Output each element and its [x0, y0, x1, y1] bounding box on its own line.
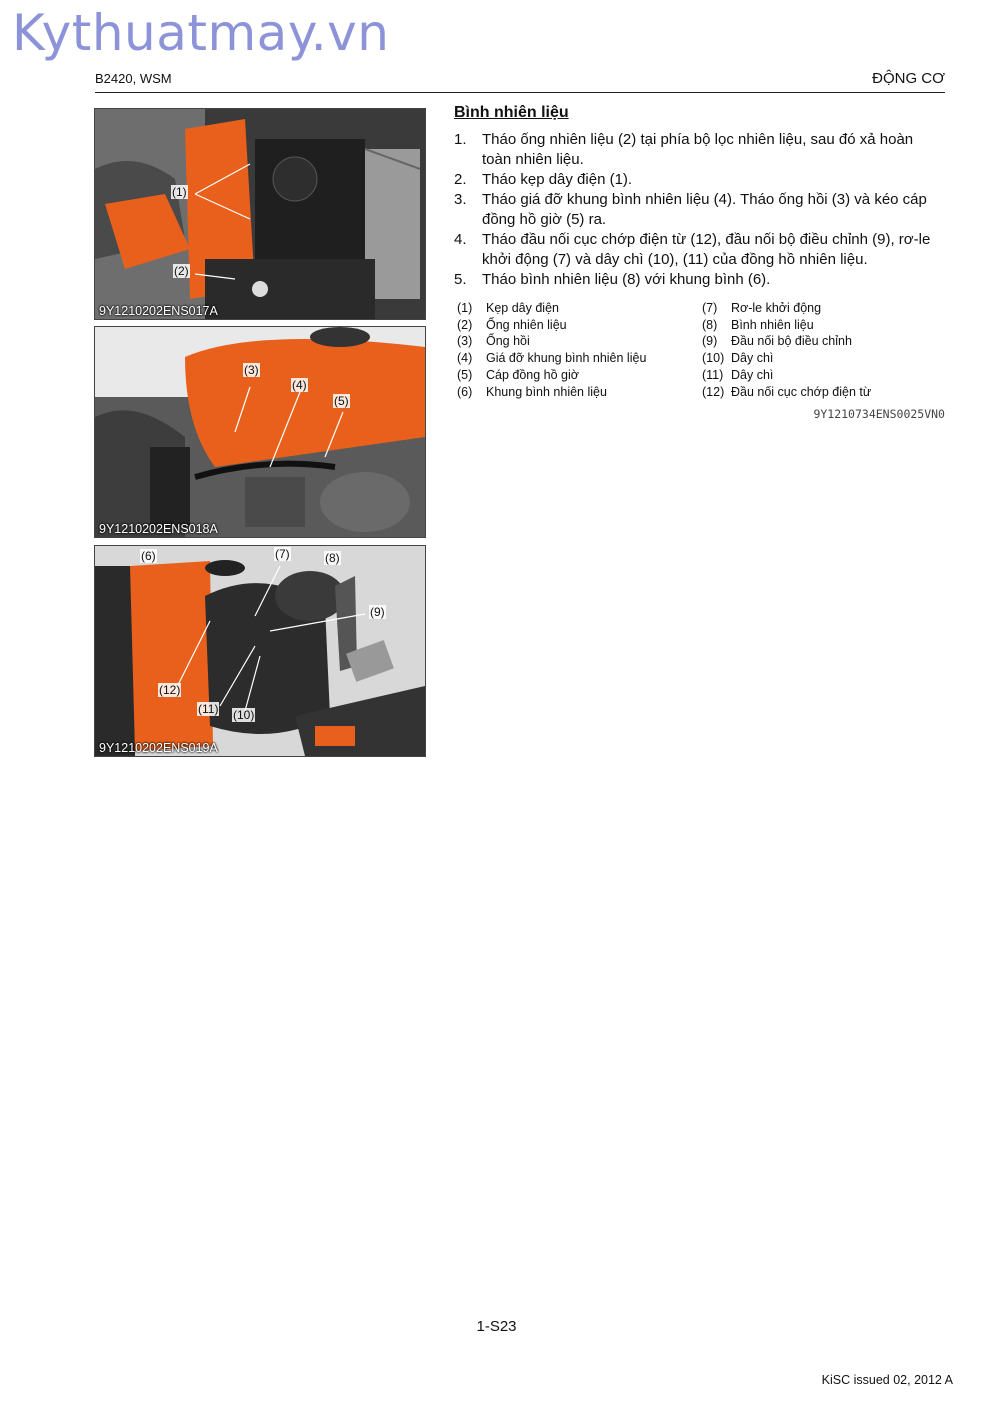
- step-item: [454, 170, 946, 190]
- legend-item: [457, 367, 646, 384]
- header-divider: [95, 92, 945, 93]
- legend-label: Dây chì: [731, 367, 774, 382]
- legend-item: [457, 317, 646, 334]
- watermark-logo: Kythuatmay.vn: [12, 4, 390, 62]
- legend-number: (1): [457, 301, 473, 315]
- callout-8: (8): [325, 551, 340, 565]
- callout-5: (5): [334, 394, 349, 408]
- legend-item: [457, 350, 646, 367]
- procedure-steps: [454, 130, 946, 290]
- callout-6: (6): [141, 549, 156, 563]
- step-text: Tháo đầu nối cục chớp điện từ (12), đầu nối bộ điều chỉnh (9), rơ-le khởi động (7) và dây chì (10), (11) của đồng hồ nhiên liệu.: [482, 231, 931, 268]
- legend-label: Đầu nối bộ điều chỉnh: [731, 334, 852, 349]
- legend-number: (4): [457, 351, 473, 366]
- legend-label: Ống hồi: [486, 334, 530, 349]
- legend-item: [457, 384, 646, 401]
- header-model: B2420, WSM: [95, 71, 172, 86]
- legend-label: Cáp đồng hồ giờ: [486, 367, 579, 382]
- step-item: [454, 130, 946, 170]
- legend-number: (5): [457, 367, 473, 382]
- step-number: 5.: [454, 271, 467, 288]
- step-item: [454, 270, 946, 290]
- legend-item: [457, 333, 646, 350]
- step-text: Tháo kẹp dây điện (1).: [482, 171, 633, 188]
- callout-1: (1): [172, 185, 187, 199]
- header-section: ĐỘNG CƠ: [872, 70, 945, 87]
- step-text: Tháo ống nhiên liệu (2) tại phía bộ lọc nhiên liệu, sau đó xả hoàn toàn nhiên liệu.: [482, 131, 914, 168]
- legend-item: [702, 300, 871, 317]
- image-code: 9Y1210202ENS019A: [99, 741, 218, 755]
- legend-label: Kẹp dây điện: [486, 301, 559, 315]
- step-text: Tháo bình nhiên liệu (8) với khung bình (6).: [482, 271, 771, 288]
- legend-label: Đầu nối cục chớp điện từ: [731, 384, 872, 399]
- legend-number: (2): [457, 317, 473, 332]
- callout-3: (3): [244, 363, 259, 377]
- legend-item: [702, 317, 871, 334]
- photo-engine-left-illustration: [95, 109, 425, 319]
- photo-fuel-tank: [94, 545, 426, 757]
- legend-column-left: [457, 300, 646, 400]
- legend-label: Giá đỡ khung bình nhiên liệu: [486, 351, 647, 366]
- step-item: [454, 230, 946, 270]
- photo-tank-bracket-illustration: [95, 327, 425, 537]
- legend-item: [702, 384, 871, 401]
- step-text: Tháo giá đỡ khung bình nhiên liệu (4). Tháo ống hồi (3) và kéo cáp đồng hồ giờ (5) ra.: [482, 191, 927, 228]
- step-item: [454, 190, 946, 230]
- page-number: 1-S23: [476, 1318, 517, 1335]
- legend-column-right: [702, 300, 871, 400]
- legend-number: (6): [457, 384, 473, 399]
- legend-item: [457, 300, 646, 317]
- callout-10: (10): [233, 708, 255, 722]
- photo-tank-bracket: [94, 326, 426, 538]
- legend-label: Ống nhiên liệu: [486, 317, 567, 332]
- legend-item: [702, 350, 871, 367]
- legend-label: Bình nhiên liệu: [731, 317, 814, 332]
- callout-2: (2): [174, 264, 189, 278]
- step-number: 2.: [454, 171, 467, 188]
- section-title: Bình nhiên liệu: [454, 104, 569, 121]
- callout-12: (12): [159, 683, 181, 697]
- legend-item: [702, 333, 871, 350]
- legend-number: (3): [457, 334, 473, 349]
- legend-number: (7): [702, 301, 718, 315]
- legend-label: Dây chì: [731, 351, 774, 366]
- step-number: 3.: [454, 191, 467, 208]
- legend-number: (12): [702, 384, 725, 399]
- legend-number: (11): [702, 367, 724, 382]
- image-code: 9Y1210202ENS018A: [99, 522, 218, 536]
- legend-number: (10): [702, 351, 725, 366]
- callout-7: (7): [275, 547, 290, 561]
- callout-11: (11): [198, 702, 219, 716]
- image-code: 9Y1210202ENS017A: [99, 304, 218, 318]
- document-code: 9Y1210734ENS0025VN0: [813, 407, 945, 421]
- legend-label: Rơ-le khởi động: [731, 301, 822, 315]
- callout-9: (9): [370, 605, 385, 619]
- legend-number: (8): [702, 317, 718, 332]
- legend-label: Khung bình nhiên liệu: [486, 384, 607, 399]
- legend-item: [702, 367, 871, 384]
- photo-fuel-tank-illustration: [95, 546, 425, 756]
- callout-4: (4): [292, 378, 307, 392]
- photo-engine-left: [94, 108, 426, 320]
- step-number: 1.: [454, 131, 467, 148]
- legend-number: (9): [702, 334, 718, 349]
- step-number: 4.: [454, 231, 467, 248]
- footer-issue: KiSC issued 02, 2012 A: [821, 1373, 953, 1387]
